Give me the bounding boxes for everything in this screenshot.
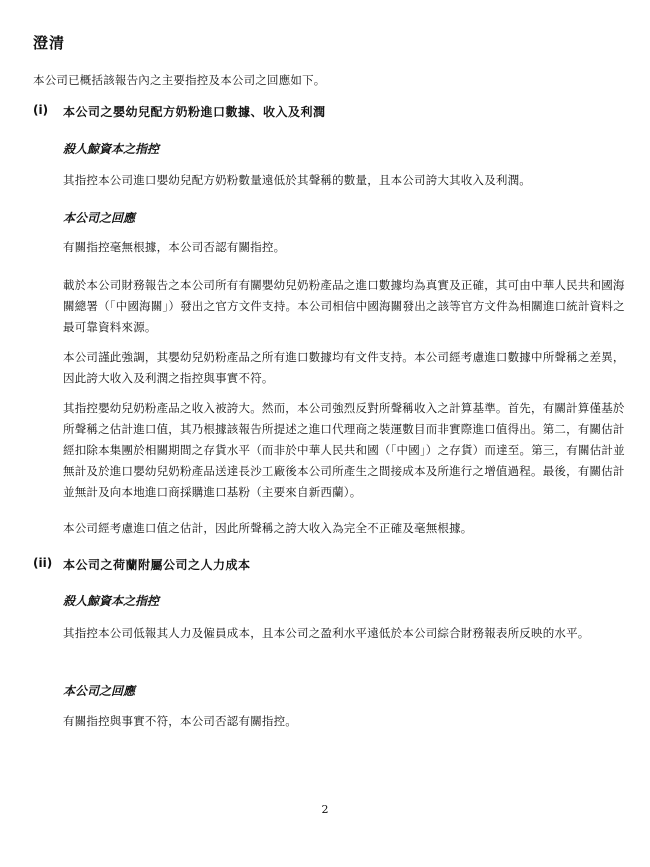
- page-title: 澄清: [33, 34, 66, 52]
- section-number: (ii): [33, 556, 53, 570]
- section-title: 本公司之荷蘭附屬公司之人力成本: [63, 558, 251, 572]
- section-title: 本公司之嬰幼兒配方奶粉進口數據、收入及利潤: [63, 105, 326, 119]
- intro-paragraph: 本公司已概括該報告內之主要指控及本公司之回應如下。: [33, 73, 326, 87]
- response-paragraph: 本公司謹此強調，其嬰幼兒奶粉產品之所有進口數據均有文件支持。本公司經考慮進口數據中所聲稱之差異，因此誇大收入及利潤之指控與事實不符。: [63, 350, 625, 385]
- response-heading: 本公司之回應: [63, 211, 136, 225]
- page-number: 2: [321, 803, 329, 816]
- response-heading: 本公司之回應: [63, 684, 136, 698]
- response-paragraph: 有關指控與事實不符，本公司否認有關指控。: [63, 714, 297, 728]
- allegation-heading: 殺人鯨資本之指控: [63, 142, 160, 156]
- allegation-paragraph: 其指控本公司低報其人力及僱員成本，且本公司之盈利水平遠低於本公司綜合財務報表所反映的水平。: [63, 626, 590, 640]
- section-number: (i): [33, 103, 49, 117]
- response-paragraph: 載於本公司財務報告之本公司所有有關嬰幼兒奶粉產品之進口數據均為真實及正確，其可由中華人民共和國海關總署（「中國海關」）發出之官方文件支持。本公司相信中國海關發出之該等官方文件為相關進口統計資料之最可靠資料來源。: [63, 278, 625, 334]
- response-paragraph: 其指控嬰幼兒奶粉產品之收入被誇大。然而，本公司強烈反對所聲稱收入之計算基準。首先，有關計算僅基於所聲稱之估計進口值，其乃根據該報告所提述之進口代理商之裝運數目而非實際進口值得出。第二，有關估計經扣除本集團於相關期間之存貨水平（而非於中華人民共和國（「中國」）之存貨）而達至。第三，有關估計並無計及於進口嬰幼兒奶粉產品送達長沙工廠後本公司所產生之間接成本及所進行之增值過程。最後，有關估計並無計及向本地進口商採購進口基粉（主要來自新西蘭）。: [63, 401, 625, 499]
- response-paragraph: 本公司經考慮進口值之估計，因此所聲稱之誇大收入為完全不正確及毫無根據。: [63, 521, 473, 535]
- allegation-heading: 殺人鯨資本之指控: [63, 594, 160, 608]
- allegation-paragraph: 其指控本公司進口嬰幼兒配方奶粉數量遠低於其聲稱的數量，且本公司誇大其收入及利潤。: [63, 173, 531, 187]
- response-paragraph: 有關指控毫無根據，本公司否認有關指控。: [63, 240, 286, 254]
